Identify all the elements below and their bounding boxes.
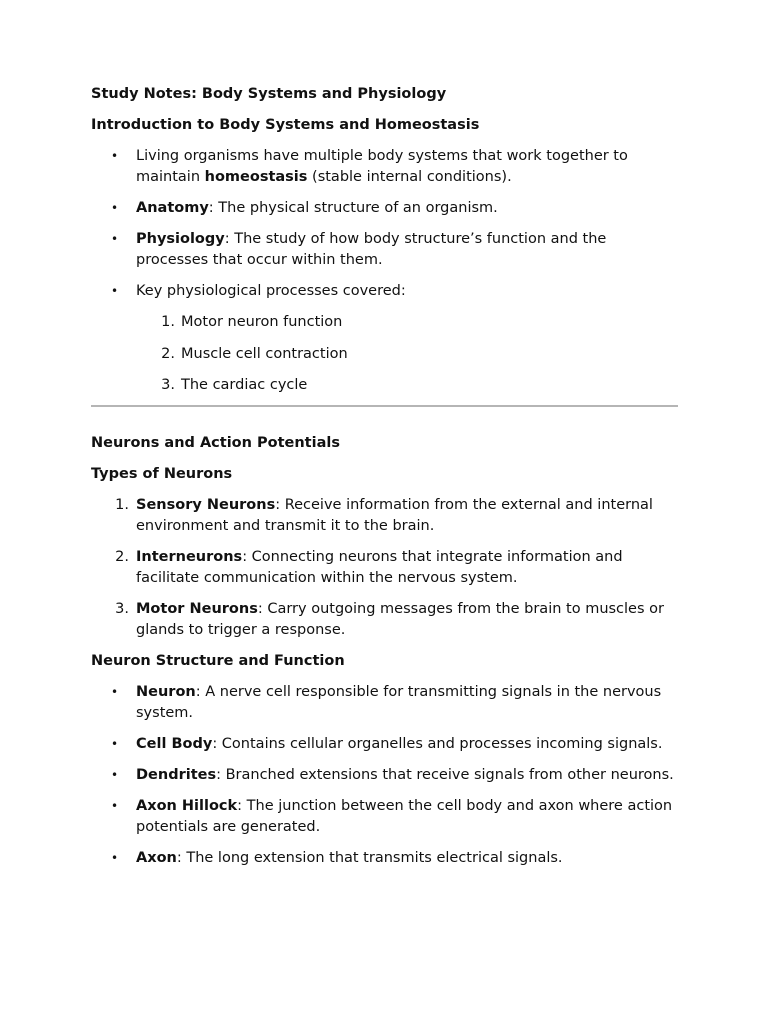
- item-term: Interneurons: [136, 549, 243, 565]
- list-item: [91, 495, 681, 537]
- item-term: Cell Body: [136, 736, 213, 752]
- item-term: Motor Neurons: [136, 601, 258, 617]
- item-term: Sensory Neurons: [136, 497, 276, 513]
- item-text: : Connecting neurons that integrate information and facilitate communication within the nervous system.: [136, 549, 623, 586]
- structure-list: [91, 682, 681, 869]
- item-term: Axon: [136, 850, 177, 866]
- document-title: Study Notes: Body Systems and Physiology: [91, 86, 447, 102]
- item-text: : Receive information from the external and internal environment and transmit it to the brain.: [136, 497, 653, 534]
- bullet-icon: •: [111, 768, 119, 782]
- intro-list: [91, 146, 681, 302]
- intro-heading: Introduction to Body Systems and Homeostasis: [91, 117, 480, 133]
- item-number: 2.: [161, 345, 175, 362]
- bullet-icon: •: [111, 232, 119, 246]
- neurons-heading: Neurons and Action Potentials: [91, 435, 340, 451]
- list-item: [91, 599, 681, 641]
- bullet-icon: •: [111, 149, 119, 163]
- item-number: 1.: [161, 314, 175, 330]
- item-term: Axon Hillock: [136, 798, 238, 814]
- document-page: [91, 84, 681, 879]
- bullet-icon: •: [111, 201, 119, 215]
- item-text: : Carry outgoing messages from the brain to muscles or glands to trigger a response.: [136, 601, 664, 638]
- types-heading: Types of Neurons: [91, 466, 233, 482]
- item-number: 1.: [115, 497, 129, 513]
- bullet-icon: •: [111, 851, 119, 865]
- bullet-icon: •: [111, 737, 119, 751]
- list-item: [91, 765, 681, 786]
- list-item: [91, 375, 681, 396]
- item-text: : The study of how body structure’s function and the processes that occur within them.: [136, 231, 607, 268]
- item-text: (stable internal conditions).: [307, 169, 512, 185]
- item-term: homeostasis: [204, 169, 308, 185]
- item-text: : The long extension that transmits electrical signals.: [176, 850, 563, 866]
- bullet-icon: •: [111, 685, 119, 699]
- list-item: [91, 229, 681, 271]
- bullet-icon: •: [111, 284, 119, 298]
- item-text: : The physical structure of an organism.: [208, 200, 498, 216]
- item-term: Physiology: [136, 231, 225, 247]
- list-item: [91, 547, 681, 589]
- item-text: The cardiac cycle: [181, 377, 308, 393]
- processes-list: [91, 312, 681, 396]
- item-text: : Branched extensions that receive signals from other neurons.: [216, 767, 674, 783]
- item-text: Motor neuron function: [181, 314, 343, 330]
- item-text: : The junction between the cell body and axon where action potentials are generated.: [136, 798, 673, 835]
- list-item: [91, 312, 681, 333]
- item-text: Key physiological processes covered:: [136, 283, 406, 299]
- item-text: Living organisms have multiple body systems that work together to maintain: [136, 148, 628, 185]
- neuron-types-list: [91, 495, 681, 641]
- structure-heading: Neuron Structure and Function: [91, 653, 345, 669]
- list-item: [91, 146, 681, 188]
- section-divider: [91, 405, 678, 407]
- list-item: [91, 682, 681, 724]
- item-term: Neuron: [136, 684, 196, 700]
- item-text: : Contains cellular organelles and processes incoming signals.: [212, 736, 663, 752]
- item-number: 3.: [161, 377, 175, 393]
- list-item: [91, 281, 681, 302]
- item-text: Muscle cell contraction: [181, 345, 348, 362]
- item-number: 2.: [115, 549, 129, 565]
- item-text: : A nerve cell responsible for transmitting signals in the nervous system.: [136, 684, 662, 721]
- item-number: 3.: [115, 601, 129, 617]
- item-term: Anatomy: [136, 200, 209, 216]
- list-item: [91, 796, 681, 838]
- item-term: Dendrites: [136, 767, 217, 783]
- bullet-icon: •: [111, 799, 119, 813]
- list-item: [91, 344, 681, 365]
- list-item: [91, 848, 681, 869]
- list-item: [91, 734, 681, 755]
- list-item: [91, 198, 681, 219]
